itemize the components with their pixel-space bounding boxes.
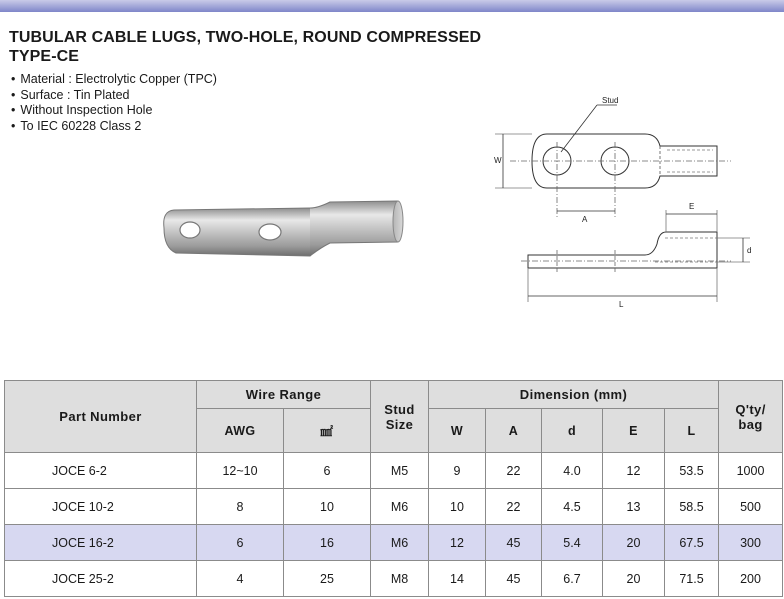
cell-w: 9 xyxy=(429,453,486,489)
header-wire-range: Wire Range xyxy=(197,381,371,409)
cell-e: 13 xyxy=(603,489,665,525)
e-label: E xyxy=(689,202,695,211)
cell-qty: 500 xyxy=(719,489,783,525)
header-dimension: Dimension (mm) xyxy=(429,381,719,409)
table-row-highlighted xyxy=(5,525,783,561)
table-row xyxy=(5,453,783,489)
w-label: W xyxy=(494,156,502,165)
cell-d: 6.7 xyxy=(542,561,603,597)
header-w: W xyxy=(429,409,486,453)
cell-stud: M6 xyxy=(371,525,429,561)
spec-table xyxy=(4,380,783,597)
top-accent-bar xyxy=(0,0,784,12)
spec-item: • To IEC 60228 Class 2 xyxy=(11,119,217,135)
header-stud-size-line-2: Size xyxy=(385,416,414,432)
header-stud-size xyxy=(371,381,429,453)
cell-w: 12 xyxy=(429,525,486,561)
cell-l: 53.5 xyxy=(665,453,719,489)
cell-mm2: 10 xyxy=(284,489,371,525)
cell-l: 71.5 xyxy=(665,561,719,597)
cell-part-number: JOCE 25-2 xyxy=(5,561,197,597)
cell-d: 5.4 xyxy=(542,525,603,561)
header-qty-line-1: Q'ty/ xyxy=(735,401,766,417)
header-e: E xyxy=(603,409,665,453)
cell-mm2: 25 xyxy=(284,561,371,597)
cell-awg: 12~10 xyxy=(197,453,284,489)
page-title xyxy=(9,28,481,66)
l-label: L xyxy=(619,300,624,309)
header-part-number: Part Number xyxy=(5,381,197,453)
cell-stud: M5 xyxy=(371,453,429,489)
cell-stud: M8 xyxy=(371,561,429,597)
header-mm2: ㎟ xyxy=(284,409,371,453)
cable-lug-photo xyxy=(160,196,410,262)
table-row xyxy=(5,489,783,525)
d-label: d xyxy=(747,246,752,255)
cell-a: 22 xyxy=(486,453,542,489)
cell-mm2: 16 xyxy=(284,525,371,561)
cell-e: 12 xyxy=(603,453,665,489)
stud-label: Stud xyxy=(602,96,619,105)
cell-awg: 4 xyxy=(197,561,284,597)
cell-d: 4.5 xyxy=(542,489,603,525)
cell-l: 67.5 xyxy=(665,525,719,561)
cell-stud: M6 xyxy=(371,489,429,525)
cell-w: 10 xyxy=(429,489,486,525)
title-line-1: TUBULAR CABLE LUGS, TWO-HOLE, ROUND COMPRESSED xyxy=(9,29,482,46)
header-l: L xyxy=(665,409,719,453)
cell-d: 4.0 xyxy=(542,453,603,489)
header-a: A xyxy=(486,409,542,453)
cell-a: 22 xyxy=(486,489,542,525)
cell-w: 14 xyxy=(429,561,486,597)
header-d: d xyxy=(542,409,603,453)
cell-part-number: JOCE 16-2 xyxy=(5,525,197,561)
cell-qty: 300 xyxy=(719,525,783,561)
cell-e: 20 xyxy=(603,525,665,561)
cell-part-number: JOCE 10-2 xyxy=(5,489,197,525)
header-stud-size-line-1: Stud xyxy=(384,401,415,417)
cell-e: 20 xyxy=(603,561,665,597)
cell-awg: 8 xyxy=(197,489,284,525)
header-qty-bag xyxy=(719,381,783,453)
cell-l: 58.5 xyxy=(665,489,719,525)
spec-list xyxy=(11,72,217,134)
cell-a: 45 xyxy=(486,525,542,561)
cell-part-number: JOCE 6-2 xyxy=(5,453,197,489)
title-line-2: TYPE-CE xyxy=(9,48,80,65)
cell-qty: 200 xyxy=(719,561,783,597)
spec-item: • Material : Electrolytic Copper (TPC) xyxy=(11,72,217,88)
dimension-drawing xyxy=(485,92,775,317)
spec-item: • Without Inspection Hole xyxy=(11,103,217,119)
spec-item: • Surface : Tin Plated xyxy=(11,88,217,104)
cell-awg: 6 xyxy=(197,525,284,561)
header-qty-line-2: bag xyxy=(738,416,763,432)
header-awg: AWG xyxy=(197,409,284,453)
cell-mm2: 6 xyxy=(284,453,371,489)
table-row xyxy=(5,561,783,597)
cell-a: 45 xyxy=(486,561,542,597)
a-label: A xyxy=(582,215,588,224)
cell-qty: 1000 xyxy=(719,453,783,489)
